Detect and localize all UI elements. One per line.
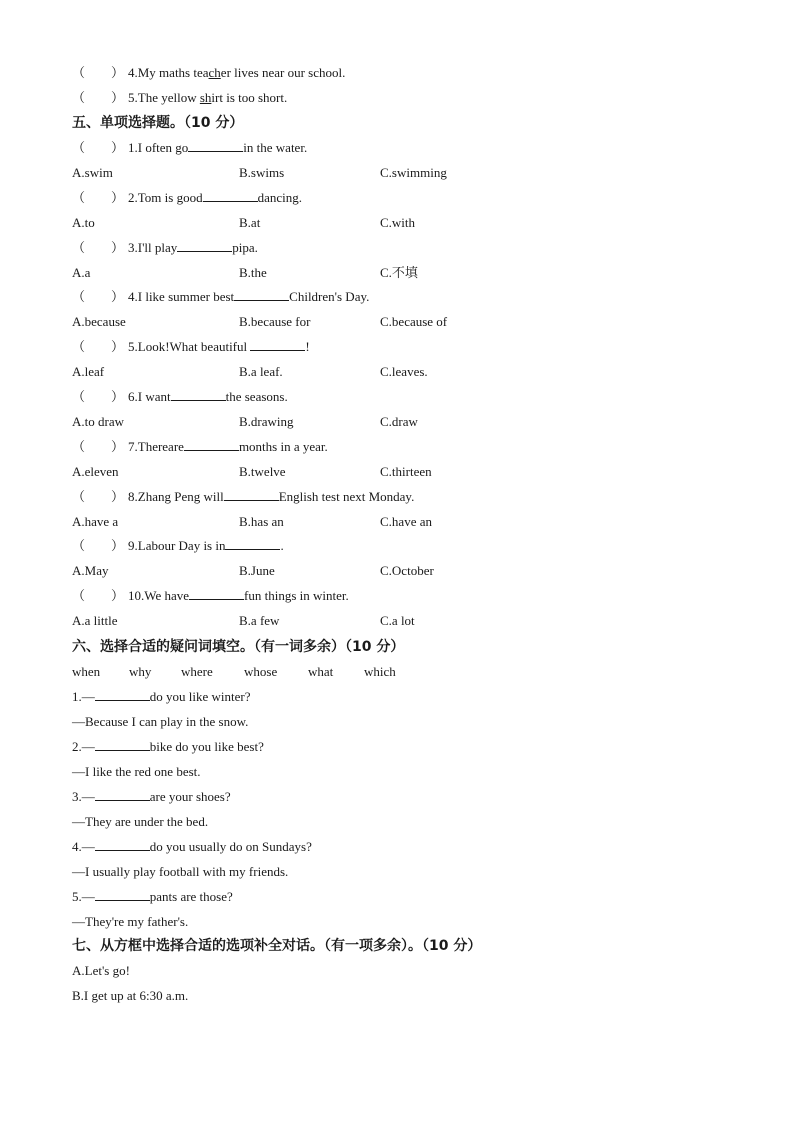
mc-question <box>72 437 328 457</box>
fill-blank[interactable] <box>171 387 226 401</box>
question-text-end: er lives near our school. <box>220 65 346 80</box>
fill-blank[interactable] <box>224 487 279 501</box>
mc-question <box>72 287 369 307</box>
answer-parenthesis[interactable]: （ ） <box>72 90 125 105</box>
mc-question <box>72 138 307 158</box>
fill-blank[interactable] <box>225 536 280 550</box>
dialogue-answer: —I like the red one best. <box>72 764 201 779</box>
section-5-title: 五、单项选择题。（10 分） <box>72 115 244 131</box>
fill-blank[interactable] <box>95 687 150 701</box>
fill-blank[interactable] <box>177 238 232 252</box>
choice-a[interactable]: A.to <box>72 215 95 230</box>
question-text: 2.Tom is good <box>128 190 203 205</box>
fill-blank[interactable] <box>203 188 258 202</box>
fill-blank[interactable] <box>250 337 305 351</box>
question-text: bike do you like best? <box>149 739 264 754</box>
item-number: 3.— <box>72 789 95 804</box>
choice-c[interactable]: C.swimming <box>380 165 447 180</box>
choice-c[interactable]: C.不填 <box>380 265 418 280</box>
word-bank-item: where <box>181 664 213 679</box>
word-bank-item: whose <box>244 664 278 679</box>
question-text: 6.I want <box>128 389 171 404</box>
choice-b[interactable]: B.twelve <box>239 464 286 479</box>
dialogue-question <box>72 687 250 707</box>
mc-question <box>72 586 349 606</box>
choice-a[interactable]: A.May <box>72 563 109 578</box>
question-text: 9.Labour Day is in <box>128 538 226 553</box>
question-text: 10.We have <box>128 588 190 603</box>
answer-parenthesis[interactable]: （ ） <box>72 389 125 404</box>
question-text: do you like winter? <box>149 689 251 704</box>
answer-parenthesis[interactable]: （ ） <box>72 65 125 80</box>
dialogue-answer: —I usually play football with my friends. <box>72 864 289 879</box>
question-text: are your shoes? <box>149 789 231 804</box>
option-b: B.I get up at 6:30 a.m. <box>72 988 189 1003</box>
choice-b[interactable]: B.a leaf. <box>239 364 283 379</box>
choice-c[interactable]: C.have an <box>380 514 432 529</box>
dialogue-answer: —They're my father's. <box>72 914 189 929</box>
question-text-end: fun things in winter. <box>244 588 349 603</box>
fill-blank[interactable] <box>95 737 150 751</box>
choice-b[interactable]: B.because for <box>239 314 311 329</box>
underlined-letters: sh <box>199 90 212 105</box>
dialogue-question <box>72 887 233 907</box>
question-5 <box>72 88 287 108</box>
dialogue-question <box>72 737 264 757</box>
fill-blank[interactable] <box>188 138 243 152</box>
question-text: 7.Thereare <box>128 439 184 454</box>
mc-question <box>72 536 284 556</box>
question-text-end: ! <box>305 339 310 354</box>
choice-c[interactable]: C.October <box>380 563 434 578</box>
dialogue-question <box>72 837 312 857</box>
fill-blank[interactable] <box>234 287 289 301</box>
dialogue-question <box>72 787 231 807</box>
choice-a[interactable]: A.to draw <box>72 414 124 429</box>
question-text: pants are those? <box>149 889 233 904</box>
question-text: 8.Zhang Peng will <box>128 489 224 504</box>
answer-parenthesis[interactable]: （ ） <box>72 489 125 504</box>
choice-b[interactable]: B.has an <box>239 514 284 529</box>
question-text: 4.My maths tea <box>128 65 209 80</box>
choice-a[interactable]: A.leaf <box>72 364 105 379</box>
choice-a[interactable]: A.a <box>72 265 91 280</box>
choice-a[interactable]: A.because <box>72 314 126 329</box>
word-bank-item: what <box>308 664 334 679</box>
choice-a[interactable]: A.a little <box>72 613 118 628</box>
word-bank-item: which <box>364 664 396 679</box>
choice-c[interactable]: C.because of <box>380 314 448 329</box>
choice-b[interactable]: B.drawing <box>239 414 294 429</box>
dialogue-answer: —Because I can play in the snow. <box>72 714 249 729</box>
question-text-end: . <box>280 538 284 553</box>
option-a: A.Let's go! <box>72 963 130 978</box>
choice-c[interactable]: C.a lot <box>380 613 415 628</box>
question-text-end: the seasons. <box>225 389 288 404</box>
fill-blank[interactable] <box>95 887 150 901</box>
mc-question <box>72 387 288 407</box>
question-text-end: in the water. <box>243 140 308 155</box>
question-text: do you usually do on Sundays? <box>149 839 312 854</box>
answer-parenthesis[interactable]: （ ） <box>72 289 125 304</box>
mc-question <box>72 337 310 357</box>
mc-question <box>72 238 258 258</box>
answer-parenthesis[interactable]: （ ） <box>72 538 125 553</box>
choice-c[interactable]: C.thirteen <box>380 464 432 479</box>
dialogue-answer: —They are under the bed. <box>72 814 209 829</box>
question-text: 5.The yellow <box>128 90 200 105</box>
choice-b[interactable]: B.the <box>239 265 267 280</box>
section-7-title: 七、从方框中选择合适的选项补全对话。（有一项多余）。（10 分） <box>72 938 482 954</box>
choice-b[interactable]: B.at <box>239 215 261 230</box>
answer-parenthesis[interactable]: （ ） <box>72 140 125 155</box>
choice-c[interactable]: C.leaves. <box>380 364 428 379</box>
answer-parenthesis[interactable]: （ ） <box>72 190 125 205</box>
question-text-end: dancing. <box>257 190 302 205</box>
choice-c[interactable]: C.with <box>380 215 416 230</box>
item-number: 4.— <box>72 839 95 854</box>
fill-blank[interactable] <box>189 586 244 600</box>
question-text-end: Children's Day. <box>289 289 370 304</box>
mc-question <box>72 487 414 507</box>
fill-blank[interactable] <box>95 837 150 851</box>
answer-parenthesis[interactable]: （ ） <box>72 439 125 454</box>
answer-parenthesis[interactable]: （ ） <box>72 588 125 603</box>
mc-question <box>72 188 302 208</box>
underlined-letters: ch <box>208 65 221 80</box>
question-text: 1.I often go <box>128 140 189 155</box>
choice-a[interactable]: A.eleven <box>72 464 119 479</box>
fill-blank[interactable] <box>95 787 150 801</box>
choice-b[interactable]: B.swims <box>239 165 285 180</box>
question-text-end: pipa. <box>232 240 258 255</box>
word-bank-item: why <box>129 664 152 679</box>
item-number: 5.— <box>72 889 95 904</box>
item-number: 2.— <box>72 739 95 754</box>
question-4 <box>72 63 345 83</box>
question-text-end: irt is too short. <box>211 90 288 105</box>
question-text: 5.Look!What beautiful <box>128 339 251 354</box>
question-text-end: English test next Monday. <box>278 489 415 504</box>
section-6-title: 六、选择合适的疑问词填空。（有一词多余）（10 分） <box>72 639 405 655</box>
question-text: 4.I like summer best <box>128 289 235 304</box>
choice-b[interactable]: B.June <box>239 563 275 578</box>
choice-b[interactable]: B.a few <box>239 613 280 628</box>
choice-a[interactable]: A.swim <box>72 165 113 180</box>
question-text: 3.I'll play <box>128 240 178 255</box>
question-text-end: months in a year. <box>238 439 328 454</box>
fill-blank[interactable] <box>184 437 239 451</box>
answer-parenthesis[interactable]: （ ） <box>72 240 125 255</box>
choice-c[interactable]: C.draw <box>380 414 418 429</box>
item-number: 1.— <box>72 689 95 704</box>
answer-parenthesis[interactable]: （ ） <box>72 339 125 354</box>
choice-a[interactable]: A.have a <box>72 514 119 529</box>
word-bank-item: when <box>72 664 101 679</box>
